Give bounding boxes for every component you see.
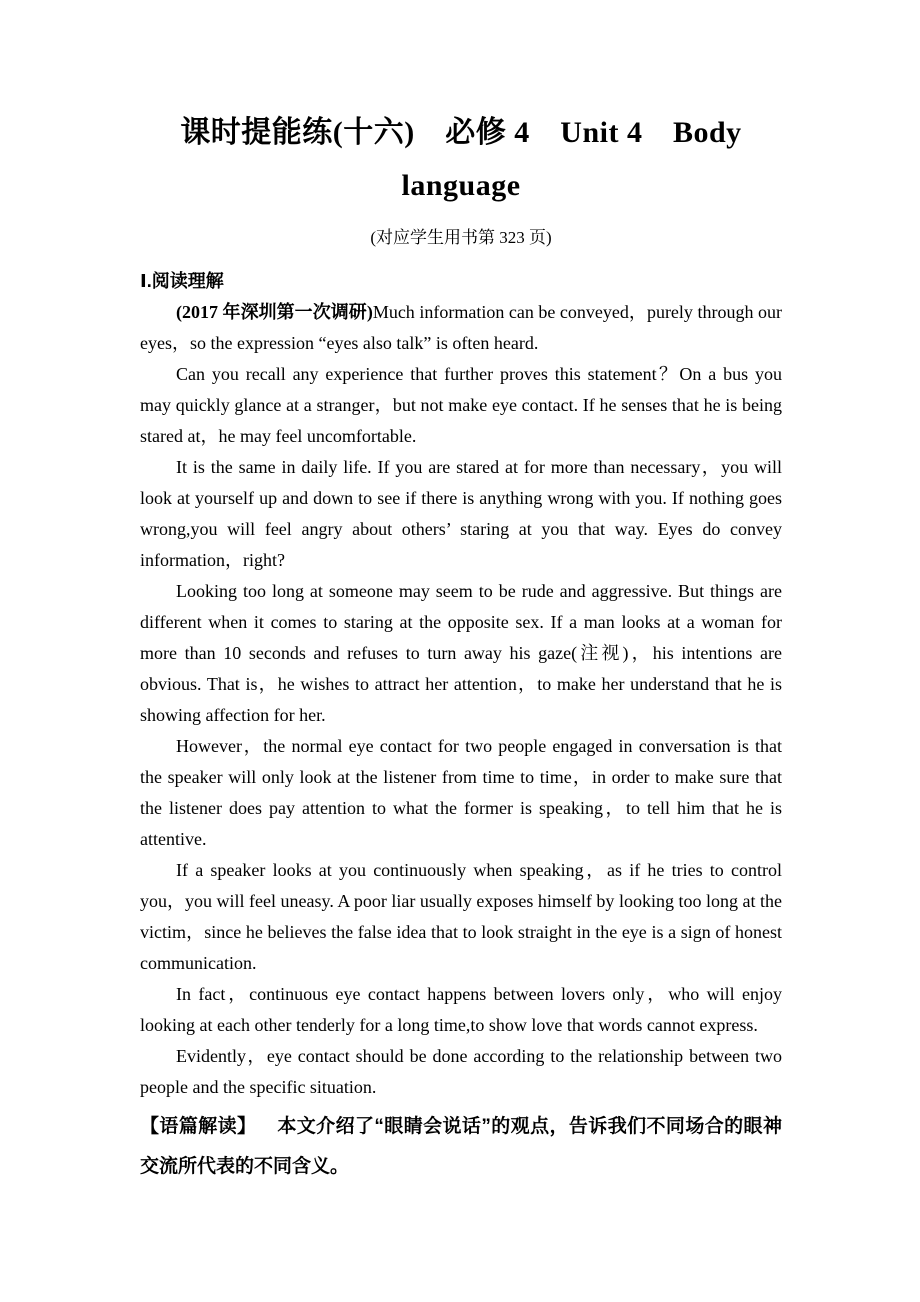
source-tag: (2017 年深圳第一次调研) (176, 302, 373, 322)
passage-analysis (140, 1107, 782, 1187)
article-paragraph: If a speaker looks at you continuously when speaking，as if he tries to control you，you will feel uneasy. A poor liar usually exposes himself by looking too long at the victim，since he believes the false idea that to look straight in the eye is a sign of honest communication. (140, 860, 782, 973)
page-subtitle: (对应学生用书第 323 页) (370, 228, 552, 247)
passage-analysis-text: 本文介绍了“眼睛会说话”的观点，告诉我们不同场合的眼神交流所代表的不同含义。 (140, 1116, 782, 1177)
article-paragraph: It is the same in daily life. If you are stared at for more than necessary，you will look at yourself up and down to see if there is anything wrong with you. If nothing goes wrong,you will feel angry about others’ staring at you that way. Eyes do convey information，right? (140, 457, 782, 570)
paragraph-text: Much information can be conveyed，purely through our eyes，so the expression “eyes also talk” is often heard. (140, 302, 782, 353)
page-title: 课时提能练(十六) 必修 4 Unit 4 Body language (180, 116, 742, 202)
article-paragraph: However，the normal eye contact for two people engaged in conversation is that the speaker will only look at the listener from time to time，in order to make sure that the listener does pay attention to what the former is speaking，to tell him that he is attentive. (140, 736, 782, 849)
passage-analysis-label: 【语篇解读】 (140, 1116, 257, 1137)
article-paragraph: Evidently，eye contact should be done according to the relationship between two people and the specific situation. (140, 1046, 782, 1097)
article-paragraph: Looking too long at someone may seem to be rude and aggressive. But things are different when it comes to staring at the opposite sex. If a man looks at a woman for more than 10 seconds and refuses to turn away his gaze(注视)，his intentions are obvious. That is，he wishes to attract her attention，to make her understand that he is showing affection for her. (140, 581, 782, 725)
section-heading-reading-comprehension: Ⅰ.阅读理解 (140, 271, 224, 291)
article-paragraph: Can you recall any experience that further proves this statement？On a bus you may quickly glance at a stranger，but not make eye contact. If he senses that he is being stared at，he may feel uncomfortable. (140, 364, 782, 446)
article-paragraph: In fact，continuous eye contact happens between lovers only，who will enjoy looking at each other tenderly for a long time,to show love that words cannot express. (140, 984, 782, 1035)
article-paragraph (140, 297, 782, 359)
